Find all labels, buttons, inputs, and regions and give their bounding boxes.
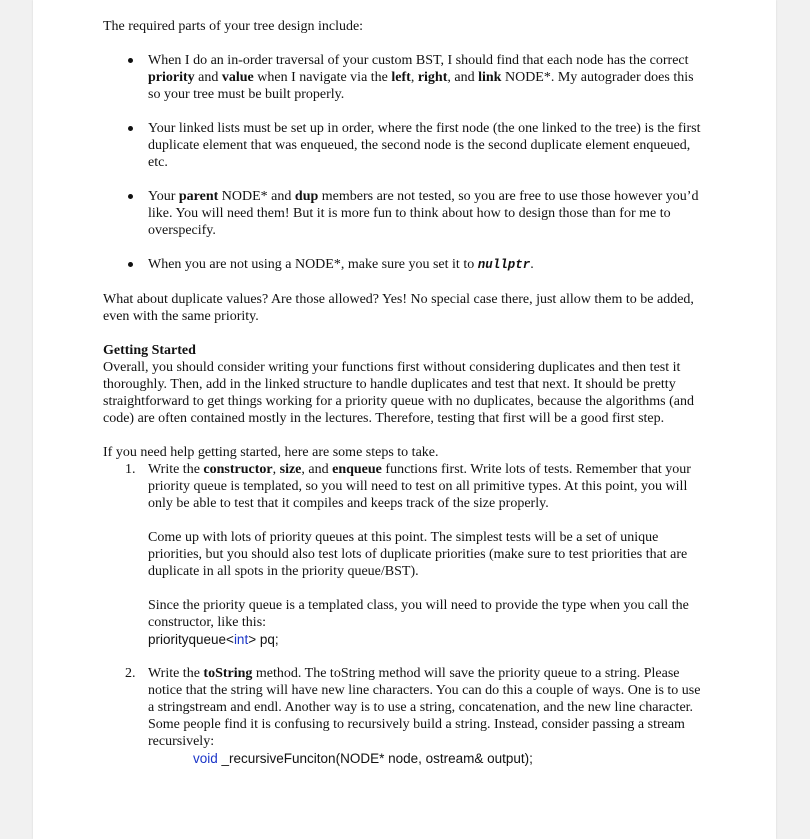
duplicates-paragraph: What about duplicate values? Are those allowed? Yes! No special case there, just allow them to be added, even with the same priority. bbox=[103, 292, 694, 324]
getting-started-paragraph: Overall, you should consider writing your functions first without considering duplicates and then test it thoroughly. Then, add in the linked structure to handle duplicates and test that next. It should be pretty straightforward to get things working for a priority queue with no duplicates, because the algorithms (and code) are often contained mostly in the lectures. Therefore, testing that first will be a good first step. bbox=[103, 360, 694, 426]
bullet-icon bbox=[128, 126, 133, 131]
document-page bbox=[33, 0, 776, 839]
document-content bbox=[103, 18, 703, 767]
nullptr-code: nullptr bbox=[477, 258, 531, 272]
step-number: 2. bbox=[125, 666, 136, 681]
bullet-icon bbox=[128, 262, 133, 267]
list-item: 2. Write the toString method. The toString method will save the priority queue to a string. Please notice that the string will have new line characters. You can do this a couple of ways. One is to use a stringstream and endl. Another way is to use a string, concatenation, and the new line character. Some people find it is confusing to recursively build a string. Instead, consider passing a stream recursively: void _recursiveFunciton(NODE* node, ostream& output); bbox=[103, 665, 703, 767]
bullet-icon bbox=[128, 58, 133, 63]
list-item: When I do an in-order traversal of your custom BST, I should find that each node has the correct priority and value when I navigate via the left, right, and link NODE*. My autograder does this so your tree must be built properly. bbox=[103, 52, 703, 103]
steps-intro: If you need help getting started, here are some steps to take. bbox=[103, 445, 439, 460]
intro-text: The required parts of your tree design include: bbox=[103, 19, 364, 34]
step-paragraph: Come up with lots of priority queues at this point. The simplest tests will be a set of unique priorities, but you should also test lots of duplicate priorities (make sure to test priorities that are duplicate in all spots in the priority queue/BST). bbox=[148, 530, 688, 579]
list-item: Your parent NODE* and dup members are not tested, so you are free to use those however you’d like. You will need them! But it is more fun to think about how to design those than for me to overspecify. bbox=[103, 188, 703, 239]
step-number: 1. bbox=[125, 462, 136, 477]
step-paragraph: Since the priority queue is a templated class, you will need to provide the type when you call the constructor, like this: bbox=[148, 598, 689, 630]
code-sample: priorityqueue<int> pq; bbox=[148, 632, 279, 647]
list-item: Your linked lists must be set up in order, where the first node (the one linked to the tree) is the first duplicate element that was enqueued, the second node is the second duplicate element enqueued, etc. bbox=[103, 120, 703, 171]
list-item: When you are not using a NODE*, make sure you set it to nullptr. bbox=[103, 256, 703, 274]
steps-list bbox=[103, 461, 703, 767]
section-heading: Getting Started bbox=[103, 343, 196, 358]
requirements-list bbox=[103, 52, 703, 274]
list-item: 1. Write the constructor, size, and enqueue functions first. Write lots of tests. Remember that your priority queue is templated, so you will need to test on all primitive types. At this point, you will only be able to test that it compiles and keeps track of the size properly. Come up with lots of priority queues at this point. The simplest tests will be a set of unique priorities, but you should also test lots of duplicate priorities (make sure to test priorities that are duplicate in all spots in the priority queue/BST). Since the priority queue is a templated class, you will need to provide the type when you call the constructor, like this: priorityqueue<int> pq; bbox=[103, 461, 703, 648]
code-sample: void _recursiveFunciton(NODE* node, ostream& output); bbox=[193, 751, 533, 766]
bullet-icon bbox=[128, 194, 133, 199]
